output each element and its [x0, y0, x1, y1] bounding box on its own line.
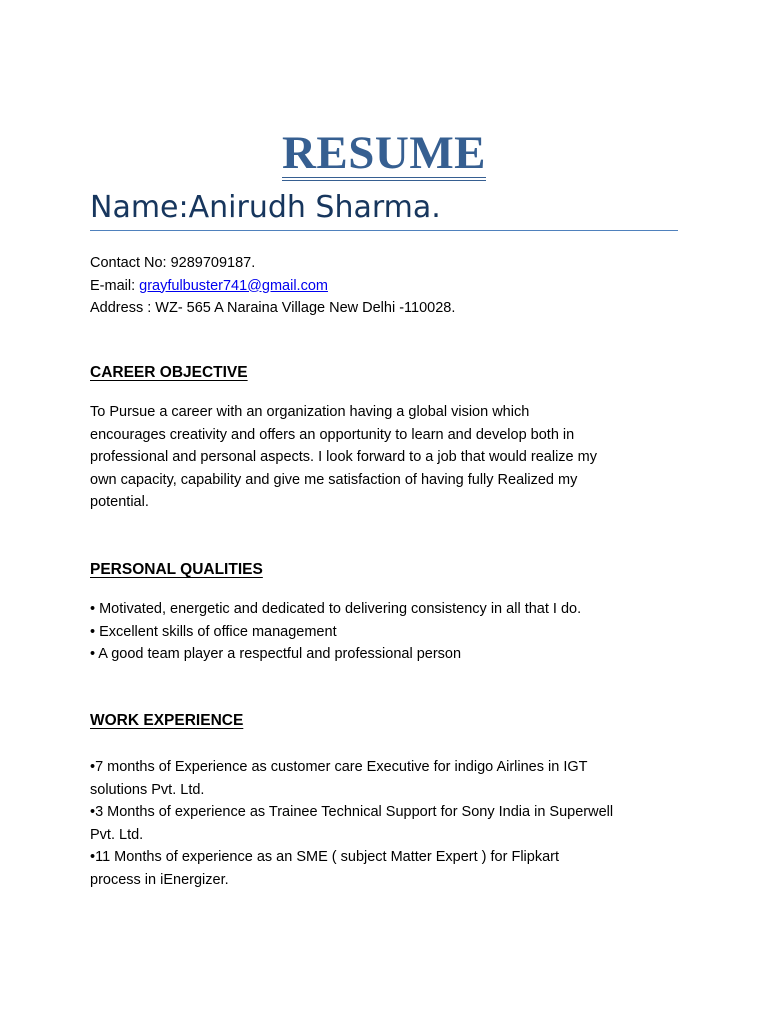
candidate-name: Name:Anirudh Sharma.: [90, 190, 441, 225]
career-objective-text: [90, 401, 680, 514]
address-label: Address :: [90, 300, 152, 316]
contact-address-line: [90, 297, 680, 320]
contact-phone-line: [90, 252, 680, 275]
resume-title: [0, 126, 768, 181]
work-experience-list: [90, 756, 680, 891]
objective-line: own capacity, capability and give me satisfaction of having fully Realized my: [90, 471, 578, 488]
address-value: WZ- 565 A Naraina Village New Delhi -110028.: [155, 300, 456, 316]
contact-email-line: [90, 275, 680, 298]
work-line: Pvt. Ltd.: [90, 826, 144, 843]
personal-qualities-heading: PERSONAL QUALITIES: [90, 561, 263, 578]
name-divider: [90, 230, 678, 231]
objective-line: professional and personal aspects. I look forward to a job that would realize my: [90, 449, 597, 465]
work-experience-heading: WORK EXPERIENCE: [90, 712, 244, 729]
career-objective-heading: CAREER OBJECTIVE: [90, 364, 248, 381]
phone-value: 9289709187.: [170, 255, 256, 271]
quality-item: • A good team player a respectful and professional person: [90, 646, 462, 662]
email-label: E-mail:: [90, 277, 136, 294]
contact-block: [90, 252, 680, 320]
quality-item: • Excellent skills of office management: [90, 623, 337, 640]
phone-label: Contact No:: [90, 255, 167, 271]
objective-line: To Pursue a career with an organization having a global vision which: [90, 404, 530, 420]
work-line: •11 Months of experience as an SME ( subject Matter Expert ) for Flipkart: [90, 849, 559, 865]
objective-line: encourages creativity and offers an opportunity to learn and develop both in: [90, 426, 575, 443]
work-line: solutions Pvt. Ltd.: [90, 781, 205, 798]
work-line: •7 months of Experience as customer care Executive for indigo Airlines in IGT: [90, 759, 588, 775]
objective-line: potential.: [90, 494, 149, 510]
work-line: •3 Months of experience as Trainee Technical Support for Sony India in Superwell: [90, 804, 614, 820]
email-link[interactable]: grayfulbuster741@gmail.com: [139, 277, 328, 294]
work-line: process in iEnergizer.: [90, 871, 229, 888]
quality-item: • Motivated, energetic and dedicated to delivering consistency in all that I do.: [90, 601, 582, 617]
resume-title-text: RESUME: [281, 127, 487, 179]
personal-qualities-list: [90, 598, 680, 666]
